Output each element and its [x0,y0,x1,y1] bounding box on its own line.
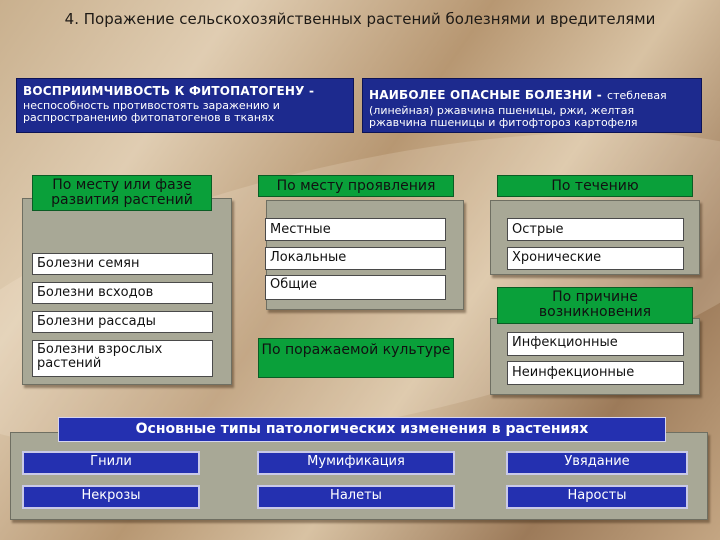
course-item-acute: Острые [507,218,684,241]
location-label: По месту проявления [258,175,454,197]
dangerous-text-inline: стеблевая [607,89,667,102]
location-item-local: Местные [265,218,446,241]
susceptibility-heading: ВОСПРИИМЧИВОСТЬ К ФИТОПАТОГЕНУ - [23,84,315,98]
types-heading: Основные типы патологических изменения в растениях [58,417,666,442]
type-plaques: Налеты [257,485,455,509]
slide-title: 4. Поражение сельскохозяйственных растений болезнями и вредителями [64,10,656,28]
phase-item-seeds: Болезни семян [32,253,213,275]
course-label: По течению [497,175,693,197]
phase-item-seedlings: Болезни рассады [32,311,213,333]
course-item-chronic: Хронические [507,247,684,270]
dangerous-heading: НАИБОЛЕЕ ОПАСНЫЕ БОЛЕЗНИ - [369,88,602,102]
susceptibility-text: неспособность противостоять заражению и распространению фитопатогенов в тканях [23,99,280,124]
location-item-localized: Локальные [265,247,446,270]
type-necrosis: Некрозы [22,485,200,509]
susceptibility-box [16,78,354,133]
type-rot: Гнили [22,451,200,475]
cause-item-infectious: Инфекционные [507,332,684,356]
cause-label: По причине возникновения [497,287,693,324]
cause-item-noninfectious: Неинфекционные [507,361,684,385]
phase-item-adult-plants: Болезни взрослых растений [32,340,213,377]
phase-label: По месту или фазе развития растений [32,175,212,211]
type-wilting: Увядание [506,451,688,475]
dangerous-diseases-box [362,78,702,133]
type-mummification: Мумификация [257,451,455,475]
dangerous-text: (линейная) ржавчина пшеницы, ржи, желтая ржавчина пшеницы и фитофтороз картофеля [369,104,638,129]
location-item-general: Общие [265,275,446,300]
culture-label: По поражаемой культуре [258,338,454,378]
type-growths: Наросты [506,485,688,509]
phase-item-shoots: Болезни всходов [32,282,213,304]
